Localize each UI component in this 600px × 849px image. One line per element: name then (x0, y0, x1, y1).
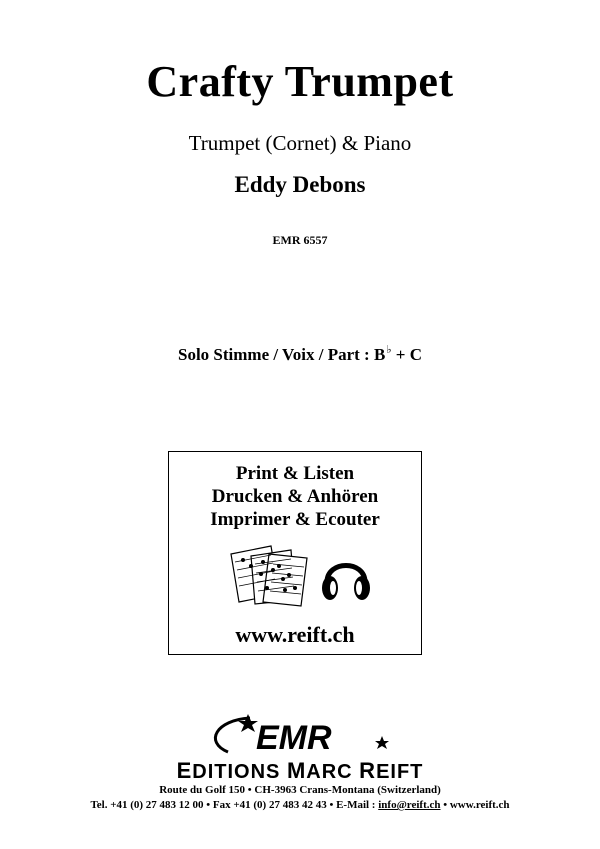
part-prefix: Solo Stimme / Voix / Part : B (178, 345, 386, 364)
composer-name: Eddy Debons (234, 172, 366, 197)
part-label (0, 343, 600, 365)
publisher-contact (0, 799, 600, 811)
publisher-eift: EIFT (376, 761, 424, 783)
email-link[interactable]: info@reift.ch (378, 799, 441, 811)
promo-line-print-listen: Print & Listen (235, 463, 355, 484)
catalog-number: EMR 6557 (272, 233, 328, 247)
promo-website: www.reift.ch (235, 622, 355, 647)
publisher-r: R (359, 758, 377, 783)
instrumentation: Trumpet (Cornet) & Piano (188, 131, 412, 155)
publisher-e: E (176, 758, 193, 783)
print-listen-box (168, 451, 422, 655)
emr-logo-text: EMR (256, 719, 332, 757)
sheet-music-icon (227, 544, 313, 608)
promo-line-drucken: Drucken & Anhören (211, 486, 379, 507)
flat-sign: ♭ (386, 344, 392, 356)
part-suffix: + C (391, 345, 422, 364)
publisher-address: Route du Golf 150 • CH-3963 Crans-Montana (Switzerland) (159, 784, 441, 796)
publisher-arc: ARC (306, 761, 360, 783)
emr-logo (210, 712, 400, 758)
headphones-icon (319, 550, 373, 606)
publisher-name (0, 758, 600, 784)
score-title: Crafty Trumpet (146, 57, 454, 106)
contact-website: • www.reift.ch (440, 799, 510, 811)
contact-phone-fax: Tel. +41 (0) 27 483 12 00 • Fax +41 (0) 27 483 42 43 • E-Mail : (90, 799, 379, 811)
publisher-m: M (286, 758, 307, 783)
publisher-ditions: DITIONS (192, 761, 287, 783)
promo-lines (169, 462, 421, 531)
promo-line-imprimer: Imprimer & Ecouter (210, 509, 380, 530)
